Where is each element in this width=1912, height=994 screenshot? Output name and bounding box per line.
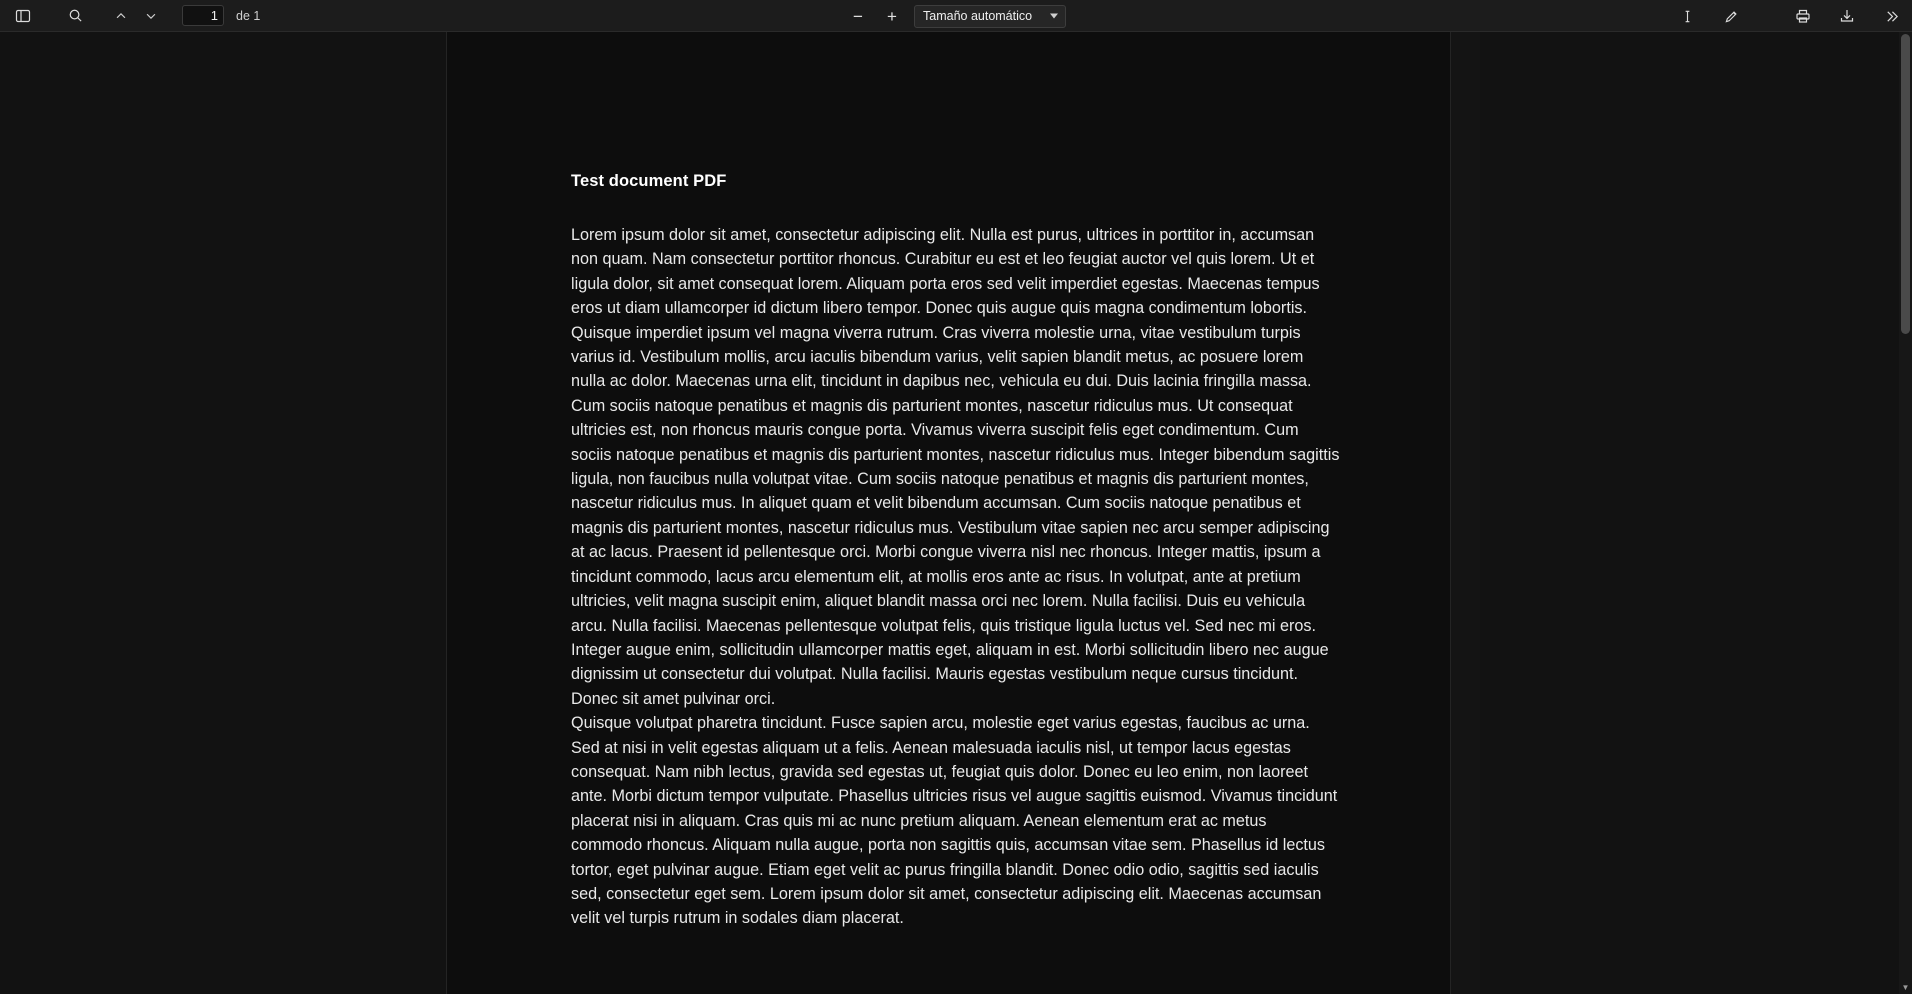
document-paragraph: Lorem ipsum dolor sit amet, consectetur adipiscing elit. Nulla est purus, ultrices in porttitor in, accumsan non quam. Nam consectetur porttitor rhoncus. Curabitur eu est et leo feugiat auctor vel quis lorem. Ut et ligula dolor, sit amet consequat lorem. Aliquam porta eros sed velit imperdiet egestas. Maecenas tempus eros ut diam ullamcorper id dictum libero tempor. Donec quis augue quis magna condimentum lobortis. Quisque imperdiet ipsum vel magna viverra rutrum. Cras viverra molestie urna, vitae vestibulum turpis varius id. Vestibulum mollis, arcu iaculis bibendum varius, velit sapien blandit metus, ac posuere lorem nulla ac dolor. Maecenas urna elit, tincidunt in dapibus nec, vehicula eu dui. Duis lacinia fringilla massa. Cum sociis natoque penatibus et magnis dis parturient montes, nascetur ridiculus mus. Ut consequat ultricies est, non rhoncus mauris congue porta. Vivamus viverra suscipit felis eget condimentum. Cum sociis natoque penatibus et magnis dis parturient montes, nascetur ridiculus mus. Integer bibendum sagittis ligula, non faucibus nulla volutpat vitae. Cum sociis natoque penatibus et magnis dis parturient montes, nascetur ridiculus mus. In aliquet quam et velit bibendum accumsan. Cum sociis natoque penatibus et magnis dis parturient montes, nascetur ridiculus mus. Vestibulum vitae sapien nec arcu semper adipiscing at ac lacus. Praesent id pellentesque orci. Morbi congue viverra nisl nec rhoncus. Integer mattis, ipsum a tincidunt commodo, lacus arcu elementum elit, at mollis eros ante ac risus. In volutpat, ante at pretium ultricies, velit magna suscipit enim, aliquet blandit massa orci nec lorem. Nulla facilisi. Duis eu vehicula arcu. Nulla facilisi. Maecenas pellentesque volutpat felis, quis tristique ligula luctus vel. Sed nec mi eros. Integer augue enim, sollicitudin ullamcorper mattis eget, aliquam in est. Morbi sollicitudin libero nec augue dignissim ut consectetur dui volutpat. Nulla facilisi. Mauris egestas vestibulum neque cursus tincidunt. Donec sit amet pulvinar orci. xyxy=(571,226,1340,708)
draw-icon[interactable] xyxy=(1718,3,1744,29)
document-paragraph: Quisque volutpat pharetra tincidunt. Fusce sapien arcu, molestie eget varius egestas, faucibus ac urna. Sed at nisi in velit egestas aliquam ut a felis. Aenean malesuada iaculis nisl, ut tempor lacus egestas consequat. Nam nibh lectus, gravida sed egestas ut, feugiat quis dolor. Donec eu leo enim, non laoreet ante. Morbi dictum tempor vulputate. Phasellus ultricies risus vel augue sagittis euismod. Vivamus tincidunt placerat nisi in aliquam. Cras quis mi ac nunc pretium aliquam. Aenean elementum erat ac metus commodo rhoncus. Aliquam nulla augue, porta non sagittis quis, accumsan vitae sem. Phasellus id lectus tortor, eget pulvinar augue. Etiam eget velit ac purus fringilla blandit. Donec odio odio, sagittis sed iaculis sed, consectetur eget sem. Lorem ipsum dolor sit amet, consectetur adipiscing elit. Maecenas accumsan velit vel turpis rutrum in sodales diam placerat. xyxy=(571,714,1338,928)
page-total-label: de 1 xyxy=(236,8,261,23)
page-number-input[interactable] xyxy=(182,5,224,26)
document-title: Test document PDF xyxy=(571,172,727,190)
toolbar-left-group xyxy=(10,3,260,29)
text-selection-icon[interactable] xyxy=(1674,3,1700,29)
zoom-level-value: Tamaño automático xyxy=(923,9,1033,23)
next-page-icon[interactable] xyxy=(138,3,164,29)
sidebar-toggle-icon[interactable] xyxy=(10,3,36,29)
toolbar-right-group xyxy=(1674,0,1904,32)
vertical-scrollbar[interactable] xyxy=(1899,32,1912,994)
pdf-page-1 xyxy=(447,32,1450,994)
zoom-level-select[interactable] xyxy=(914,5,1066,28)
previous-page-icon[interactable] xyxy=(108,3,134,29)
more-tools-icon[interactable] xyxy=(1878,3,1904,29)
viewer-right-gutter xyxy=(1480,32,1912,994)
save-icon[interactable] xyxy=(1834,3,1860,29)
toolbar-zoom-group xyxy=(846,0,1066,32)
print-icon[interactable] xyxy=(1790,3,1816,29)
pdf-page-content xyxy=(447,32,1450,931)
search-icon[interactable] xyxy=(62,3,88,29)
pdf-toolbar xyxy=(0,0,1912,32)
pdf-viewer[interactable] xyxy=(0,32,1912,994)
zoom-out-button[interactable]: − xyxy=(853,6,863,26)
scrollbar-thumb[interactable] xyxy=(1901,34,1910,334)
viewer-left-gutter xyxy=(0,32,447,994)
zoom-in-button[interactable]: + xyxy=(887,6,897,26)
chevron-down-icon xyxy=(1050,14,1058,19)
scroll-down-arrow-icon[interactable]: ▼ xyxy=(1901,983,1910,992)
